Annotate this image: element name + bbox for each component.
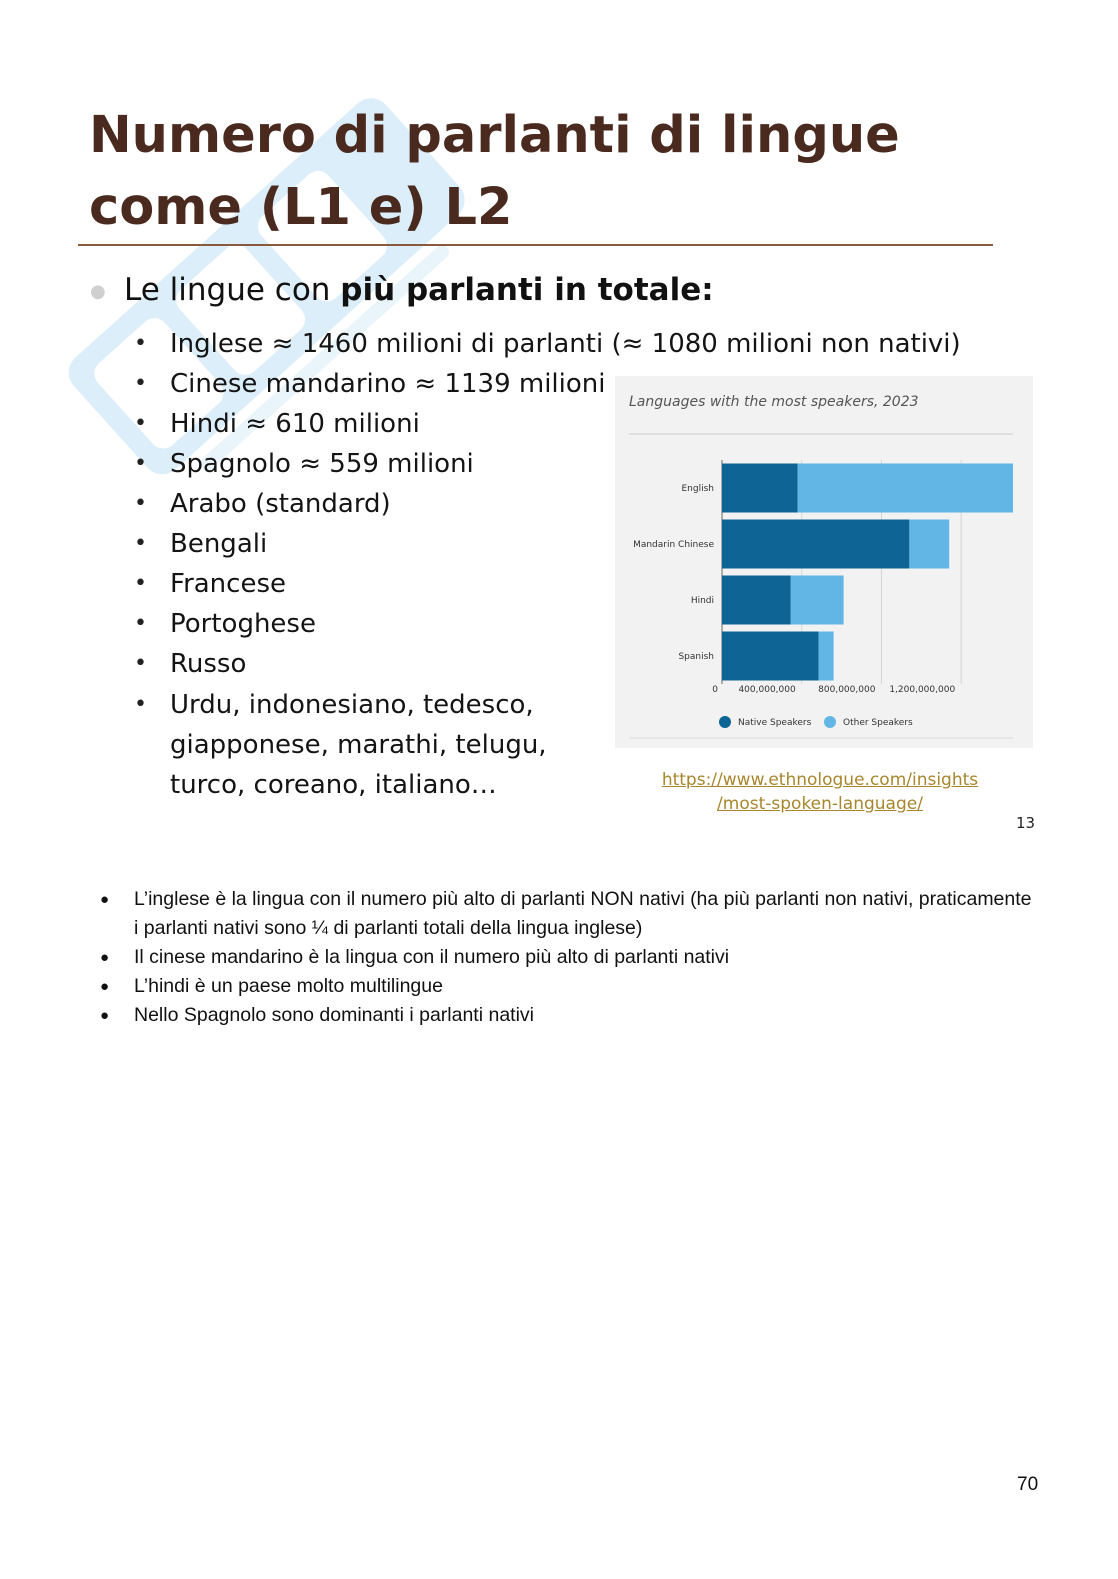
language-item: • Inglese ≈ 1460 milioni di parlanti (≈ 1080 milioni non nativi): [132, 325, 961, 365]
slide-title: [89, 100, 900, 244]
bar-segment: [819, 632, 834, 681]
section-heading: [90, 268, 714, 314]
page-number: 70: [1017, 1474, 1039, 1495]
legend-label: Other Speakers: [843, 718, 913, 728]
source-link-line-2[interactable]: /most-spoken-language/: [717, 794, 923, 814]
category-label: English: [681, 484, 714, 494]
others-line-3: turco, coreano, italiano…: [170, 770, 497, 800]
x-tick-label: 400,000,000: [738, 685, 796, 695]
language-item: • Portoghese: [132, 605, 961, 645]
category-label: Spanish: [678, 652, 714, 662]
note-item: ● L’inglese è la lingua con il numero più alto di parlanti NON nativi (ha più parlanti non nativi, praticamente i parlanti nativi sono ¼ di parlanti totali della lingua inglese): [100, 885, 1040, 943]
x-tick-label: 800,000,000: [818, 685, 876, 695]
bar-segment: [722, 576, 791, 625]
legend-marker: [719, 716, 731, 728]
category-label: Mandarin Chinese: [633, 540, 714, 550]
source-link[interactable]: [630, 768, 1010, 816]
bullet-icon: ●: [90, 280, 106, 302]
speakers-chart: [615, 376, 1033, 748]
slide-title-line-1: Numero di parlanti di lingue: [89, 106, 900, 165]
title-divider: [78, 244, 993, 246]
category-label: Hindi: [690, 596, 714, 606]
chart-title: Languages with the most speakers, 2023: [629, 394, 919, 410]
note-item: ● L’hindi è un paese molto multilingue: [100, 972, 1040, 1001]
heading-prefix: Le lingue con: [124, 272, 341, 308]
x-tick-label: 1,200,000,000: [889, 685, 956, 695]
note-item: ● Il cinese mandarino è la lingua con il numero più alto di parlanti nativi: [100, 943, 1040, 972]
language-item: • Russo: [132, 645, 961, 685]
bar-segment: [791, 576, 844, 625]
language-item: • Arabo (standard): [132, 485, 961, 525]
language-item: • Bengali: [132, 525, 961, 565]
legend-label: Native Speakers: [738, 718, 812, 728]
bar-segment: [722, 520, 909, 569]
slide-title-line-2: come (L1 e) L2: [89, 178, 513, 237]
language-item: • Hindi ≈ 610 milioni: [132, 405, 961, 445]
language-item: • Cinese mandarino ≈ 1139 milioni: [132, 365, 961, 405]
others-line-2: giapponese, marathi, telugu,: [170, 730, 547, 760]
others-line-1: • Urdu, indonesiano, tedesco,: [170, 690, 534, 720]
note-item: ● Nello Spagnolo sono dominanti i parlanti nativi: [100, 1001, 1040, 1030]
language-item-others: [132, 685, 590, 805]
heading-bold: più parlanti in totale:: [340, 272, 714, 308]
language-item: • Spagnolo ≈ 559 milioni: [132, 445, 961, 485]
slide-number: 13: [1016, 814, 1036, 832]
language-item: • Francese: [132, 565, 961, 605]
source-link-line-1[interactable]: https://www.ethnologue.com/insights: [661, 770, 979, 790]
bar-segment: [722, 632, 819, 681]
notes-list: [100, 885, 1040, 1030]
legend-marker: [824, 716, 836, 728]
bar-segment: [722, 464, 798, 513]
bar-segment: [909, 520, 949, 569]
bar-segment: [798, 464, 1013, 513]
chart-svg: [615, 376, 1033, 748]
x-tick-label: 0: [712, 685, 718, 695]
